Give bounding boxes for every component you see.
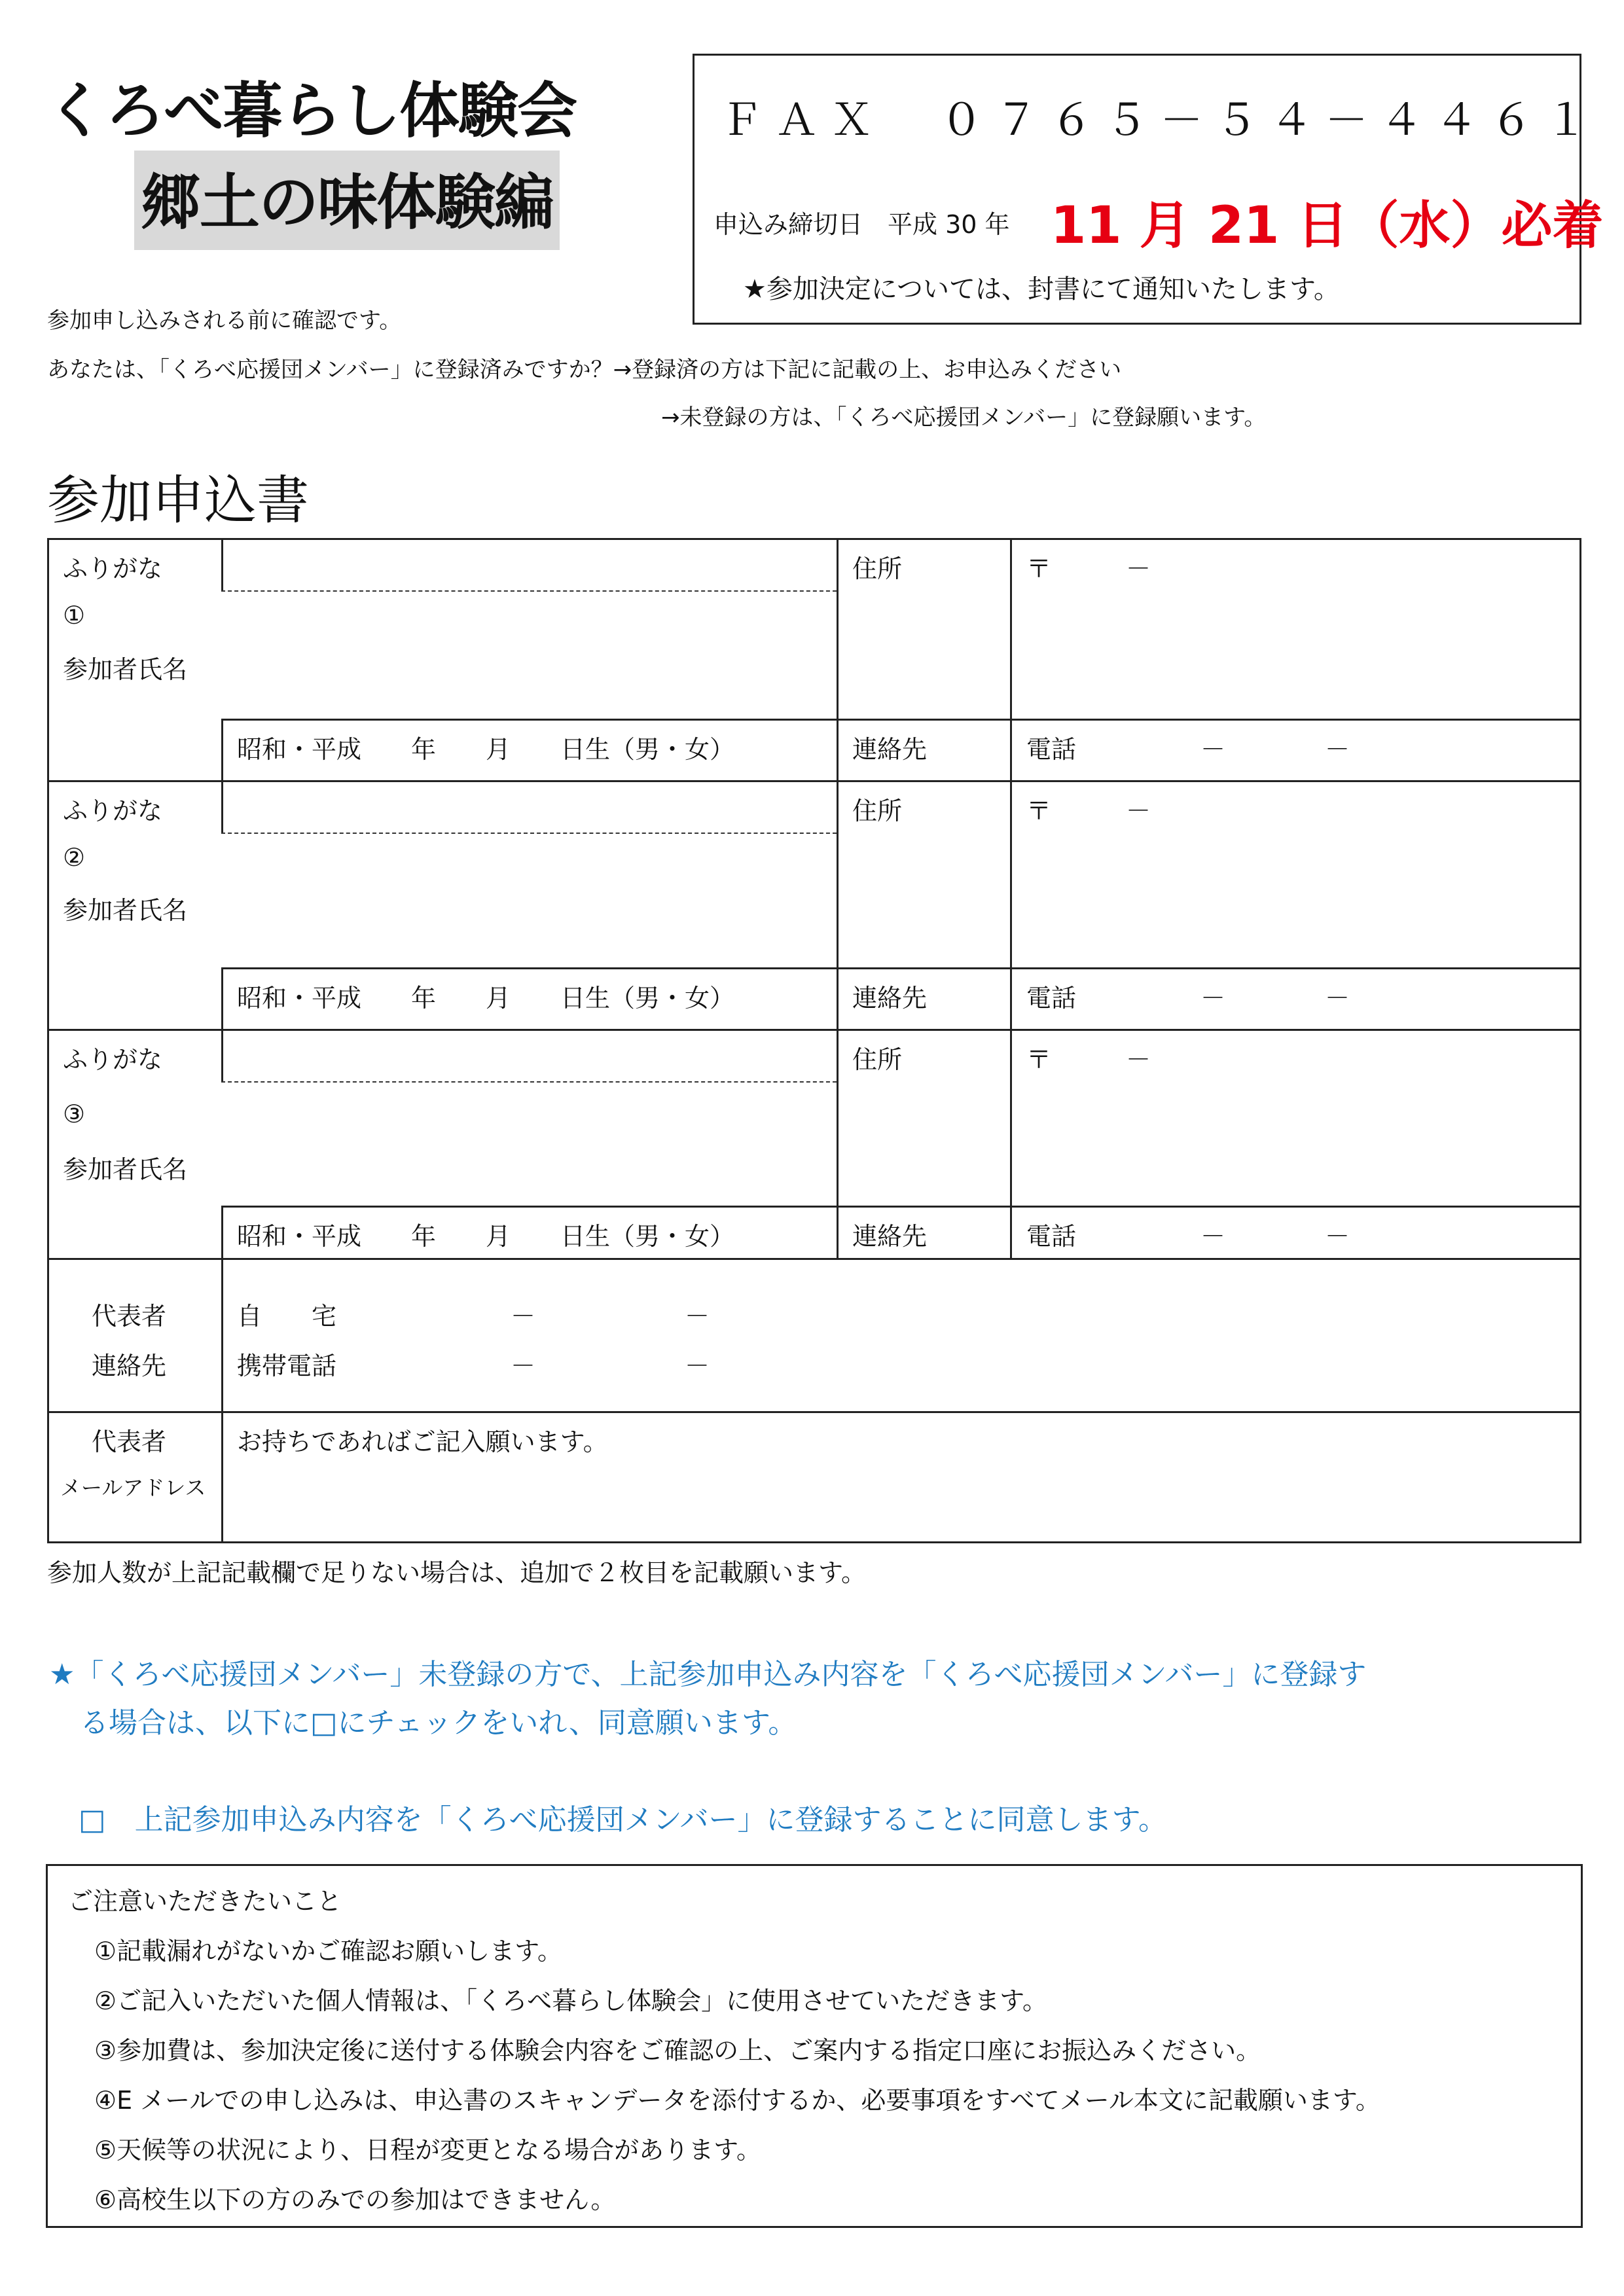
- rep-contact-label-1: 代表者: [92, 1302, 167, 1331]
- rep-contact-label-2: 連絡先: [92, 1352, 167, 1380]
- note-item-3: ③参加費は、参加決定後に送付する体験会内容をご確認の上、ご案内する指定口座にお振込みください。: [94, 2036, 1261, 2065]
- rep-email-field[interactable]: [223, 1414, 1580, 1542]
- furigana-field-1[interactable]: [221, 540, 837, 590]
- furigana-label-1: ふりがな: [63, 554, 163, 583]
- participant-number-1: ①: [63, 601, 86, 630]
- birth-field-2[interactable]: 昭和・平成 年 月 日生（男・女）: [237, 984, 735, 1013]
- divider: [1010, 1029, 1012, 1258]
- member-registration-line-1: ★「くろべ応援団メンバー」未登録の方で、上記参加申込み内容を「くろべ応援団メンバー」に登録す: [49, 1658, 1367, 1691]
- divider: [1010, 538, 1012, 780]
- furigana-label-2: ふりがな: [63, 797, 163, 825]
- divider: [221, 967, 223, 1029]
- pre-note-3: →未登録の方は、「くろべ応援団メンバー」に登録願います。: [661, 404, 1267, 431]
- member-consent-checkbox[interactable]: □ 上記参加申込み内容を「くろべ応援団メンバー」に登録することに同意します。: [79, 1803, 1167, 1837]
- phone-field-1[interactable]: 電話 － －: [1026, 735, 1350, 764]
- divider: [837, 1029, 839, 1258]
- participant-name-field-3[interactable]: [221, 1083, 837, 1205]
- divider: [47, 1411, 1581, 1413]
- furigana-divider: [221, 590, 837, 592]
- furigana-divider: [221, 833, 837, 834]
- selection-notice: ★参加決定については、封書にて通知いたします。: [743, 274, 1340, 304]
- furigana-field-3[interactable]: [221, 1031, 837, 1081]
- rep-email-label-1: 代表者: [92, 1427, 167, 1456]
- note-item-4: ④E メールでの申し込みは、申込書のスキャンデータを添付するか、必要事項をすべてメール本文に記載願います。: [94, 2086, 1380, 2115]
- form-title: 参加申込書: [47, 470, 309, 531]
- event-subtitle: 郷土の味体験編: [134, 151, 560, 250]
- participant-name-field-2[interactable]: [221, 834, 837, 967]
- divider: [221, 719, 223, 780]
- divider: [837, 780, 839, 1029]
- fax-number: ＦＡＸ ０７６５－５４－４４６１: [720, 95, 1600, 145]
- contact-label-1: 連絡先: [852, 735, 928, 764]
- note-item-1: ①記載漏れがないかご確認お願いします。: [94, 1937, 563, 1965]
- extra-sheet-note: 参加人数が上記記載欄で足りない場合は、追加で２枚目を記載願います。: [47, 1558, 866, 1587]
- notes-title: ご注意いただきたいこと: [68, 1887, 342, 1916]
- birth-field-3[interactable]: 昭和・平成 年 月 日生（男・女）: [237, 1222, 735, 1251]
- birth-field-1[interactable]: 昭和・平成 年 月 日生（男・女）: [237, 735, 735, 764]
- participant-number-3: ③: [63, 1100, 86, 1128]
- address-field-2[interactable]: 〒 －: [1026, 797, 1151, 825]
- divider: [221, 1206, 1581, 1208]
- note-item-6: ⑥高校生以下の方のみでの参加はできません。: [94, 2185, 616, 2214]
- participant-name-field-1[interactable]: [221, 592, 837, 718]
- event-title: くろべ暮らし体験会: [46, 76, 577, 146]
- member-registration-line-2: る場合は、以下に□にチェックをいれ、同意願います。: [80, 1706, 797, 1740]
- phone-field-2[interactable]: 電話 － －: [1026, 984, 1350, 1013]
- address-field-3[interactable]: 〒 －: [1026, 1045, 1151, 1074]
- note-item-5: ⑤天候等の状況により、日程が変更となる場合があります。: [94, 2136, 762, 2164]
- furigana-divider: [221, 1081, 837, 1083]
- contact-label-2: 連絡先: [852, 984, 928, 1013]
- divider: [221, 967, 1581, 969]
- contact-label-3: 連絡先: [852, 1222, 928, 1251]
- divider: [1010, 780, 1012, 1029]
- rep-mobile-phone-field[interactable]: 携帯電話 － －: [237, 1352, 710, 1380]
- participant-name-label-3: 参加者氏名: [63, 1155, 188, 1184]
- rep-email-label-2: メールアドレス: [60, 1475, 206, 1500]
- furigana-label-3: ふりがな: [63, 1045, 163, 1074]
- pre-note-2: あなたは、「くろべ応援団メンバー」に登録済みですか？→登録済の方は下記に記載の上、お申込みください: [47, 357, 1122, 383]
- rep-home-phone-field[interactable]: 自 宅 － －: [237, 1302, 710, 1331]
- participant-name-label-2: 参加者氏名: [63, 896, 188, 925]
- furigana-field-2[interactable]: [221, 782, 837, 832]
- phone-field-3[interactable]: 電話 － －: [1026, 1222, 1350, 1251]
- deadline-value: 11 月 21 日（水）必着: [1051, 196, 1604, 255]
- participant-number-2: ②: [63, 843, 86, 872]
- pre-note-1: 参加申し込みされる前に確認です。: [47, 308, 402, 334]
- address-label-1: 住所: [852, 554, 903, 583]
- divider: [221, 719, 1581, 721]
- divider: [837, 538, 839, 780]
- divider: [47, 1258, 1581, 1260]
- note-item-2: ②ご記入いただいた個人情報は、「くろべ暮らし体験会」に使用させていただきます。: [94, 1986, 1048, 2015]
- address-label-3: 住所: [852, 1045, 903, 1074]
- deadline-label: 申込み締切日 平成 30 年: [713, 210, 1010, 239]
- participant-name-label-1: 参加者氏名: [63, 655, 188, 684]
- rep-email-hint: お持ちであればご記入願います。: [237, 1427, 608, 1456]
- address-label-2: 住所: [852, 797, 903, 825]
- divider: [221, 1206, 223, 1258]
- address-field-1[interactable]: 〒 －: [1026, 554, 1151, 583]
